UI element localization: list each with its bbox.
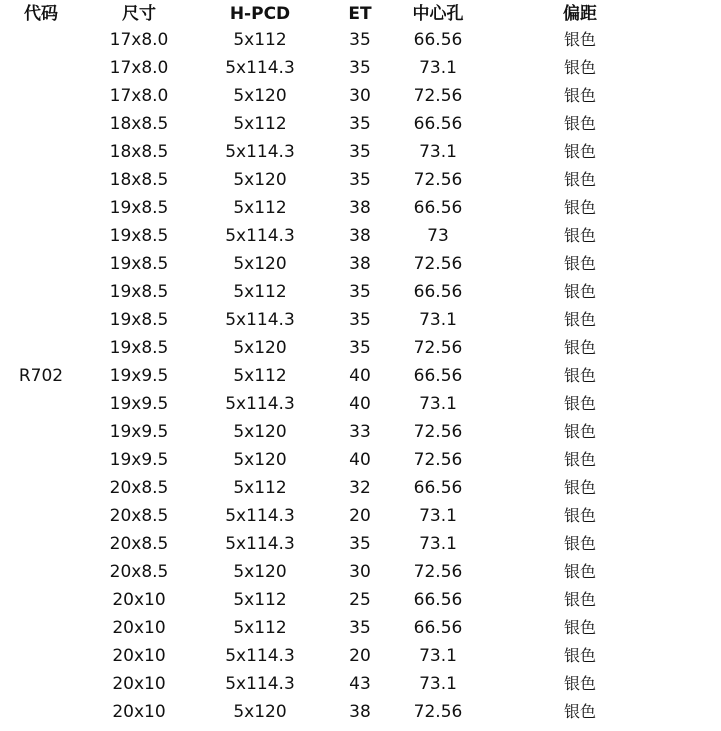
cell-et: 35 <box>349 618 371 638</box>
cell-center-bore: 66.56 <box>413 282 463 302</box>
table-row <box>0 194 721 222</box>
cell-size: 19x8.5 <box>109 254 169 274</box>
cell-et: 40 <box>349 450 371 470</box>
table-row <box>0 82 721 110</box>
cell-size: 20x8.5 <box>109 562 169 582</box>
cell-offset: 银色 <box>563 58 596 77</box>
table-row <box>0 222 721 250</box>
cell-center-bore: 73 <box>427 226 449 246</box>
cell-center-bore: 66.56 <box>413 114 463 134</box>
cell-size: 19x9.5 <box>109 394 169 414</box>
cell-offset: 银色 <box>563 170 596 189</box>
cell-offset: 银色 <box>563 590 596 609</box>
cell-pcd: 5x120 <box>233 254 287 274</box>
table-row <box>0 278 721 306</box>
table-row <box>0 502 721 530</box>
cell-size: 17x8.0 <box>109 58 169 78</box>
cell-size: 20x10 <box>112 674 166 694</box>
cell-size: 19x8.5 <box>109 282 169 302</box>
cell-et: 38 <box>349 226 371 246</box>
cell-et: 35 <box>349 282 371 302</box>
table-row <box>0 250 721 278</box>
cell-offset: 银色 <box>563 366 596 385</box>
cell-pcd: 5x112 <box>233 114 287 134</box>
header-pcd: H-PCD <box>229 4 291 24</box>
cell-size: 17x8.0 <box>109 30 169 50</box>
cell-et: 38 <box>349 198 371 218</box>
cell-center-bore: 73.1 <box>419 646 457 666</box>
cell-center-bore: 66.56 <box>413 366 463 386</box>
table-row <box>0 54 721 82</box>
cell-pcd: 5x114.3 <box>225 506 295 526</box>
table-row <box>0 446 721 474</box>
cell-et: 20 <box>349 506 371 526</box>
cell-et: 35 <box>349 114 371 134</box>
table-row <box>0 390 721 418</box>
table-row <box>0 138 721 166</box>
header-center-bore: 中心孔 <box>412 4 464 24</box>
table-row <box>0 306 721 334</box>
cell-offset: 银色 <box>563 534 596 553</box>
header-et: ET <box>348 4 372 24</box>
cell-offset: 银色 <box>563 114 596 133</box>
cell-et: 30 <box>349 86 371 106</box>
cell-center-bore: 73.1 <box>419 142 457 162</box>
cell-pcd: 5x112 <box>233 478 287 498</box>
header-code: 代码 <box>24 4 58 24</box>
cell-pcd: 5x120 <box>233 86 287 106</box>
table-row <box>0 530 721 558</box>
cell-center-bore: 66.56 <box>413 30 463 50</box>
table-row <box>0 362 721 390</box>
cell-center-bore: 73.1 <box>419 506 457 526</box>
cell-offset: 银色 <box>563 478 596 497</box>
cell-offset: 银色 <box>563 226 596 245</box>
cell-size: 17x8.0 <box>109 86 169 106</box>
table-row <box>0 474 721 502</box>
table-row <box>0 166 721 194</box>
cell-pcd: 5x114.3 <box>225 58 295 78</box>
cell-et: 40 <box>349 394 371 414</box>
cell-size: 20x8.5 <box>109 506 169 526</box>
cell-size: 19x9.5 <box>109 366 169 386</box>
cell-pcd: 5x120 <box>233 170 287 190</box>
cell-center-bore: 72.56 <box>413 702 463 722</box>
cell-pcd: 5x120 <box>233 562 287 582</box>
cell-center-bore: 72.56 <box>413 338 463 358</box>
cell-et: 38 <box>349 702 371 722</box>
cell-offset: 银色 <box>563 86 596 105</box>
cell-et: 33 <box>349 422 371 442</box>
cell-et: 25 <box>349 590 371 610</box>
cell-pcd: 5x114.3 <box>225 534 295 554</box>
cell-offset: 银色 <box>563 142 596 161</box>
cell-size: 18x8.5 <box>109 170 169 190</box>
table-row <box>0 614 721 642</box>
cell-pcd: 5x114.3 <box>225 310 295 330</box>
cell-offset: 银色 <box>563 30 596 49</box>
cell-size: 20x10 <box>112 702 166 722</box>
cell-center-bore: 72.56 <box>413 562 463 582</box>
cell-center-bore: 66.56 <box>413 198 463 218</box>
cell-pcd: 5x112 <box>233 198 287 218</box>
cell-size: 18x8.5 <box>109 114 169 134</box>
cell-offset: 银色 <box>563 506 596 525</box>
cell-size: 19x8.5 <box>109 338 169 358</box>
cell-offset: 银色 <box>563 422 596 441</box>
cell-pcd: 5x120 <box>233 450 287 470</box>
header-offset: 偏距 <box>563 4 597 24</box>
table-row <box>0 418 721 446</box>
cell-center-bore: 72.56 <box>413 422 463 442</box>
cell-et: 20 <box>349 646 371 666</box>
cell-pcd: 5x112 <box>233 618 287 638</box>
cell-offset: 银色 <box>563 646 596 665</box>
cell-et: 43 <box>349 674 371 694</box>
table-header-row <box>0 0 721 28</box>
cell-pcd: 5x120 <box>233 702 287 722</box>
cell-offset: 银色 <box>563 198 596 217</box>
table-row <box>0 110 721 138</box>
cell-size: 20x8.5 <box>109 534 169 554</box>
cell-offset: 银色 <box>563 674 596 693</box>
table-row <box>0 586 721 614</box>
cell-pcd: 5x114.3 <box>225 142 295 162</box>
cell-pcd: 5x114.3 <box>225 226 295 246</box>
cell-et: 35 <box>349 338 371 358</box>
cell-pcd: 5x112 <box>233 282 287 302</box>
cell-pcd: 5x114.3 <box>225 394 295 414</box>
cell-et: 38 <box>349 254 371 274</box>
table-row <box>0 670 721 698</box>
cell-center-bore: 72.56 <box>413 86 463 106</box>
cell-pcd: 5x120 <box>233 338 287 358</box>
cell-et: 35 <box>349 142 371 162</box>
cell-size: 19x9.5 <box>109 422 169 442</box>
cell-offset: 银色 <box>563 254 596 273</box>
cell-pcd: 5x112 <box>233 590 287 610</box>
cell-center-bore: 66.56 <box>413 618 463 638</box>
cell-size: 19x9.5 <box>109 450 169 470</box>
cell-et: 35 <box>349 534 371 554</box>
cell-et: 35 <box>349 310 371 330</box>
cell-center-bore: 73.1 <box>419 58 457 78</box>
cell-offset: 银色 <box>563 702 596 721</box>
cell-offset: 银色 <box>563 338 596 357</box>
table-row <box>0 334 721 362</box>
table-row <box>0 26 721 54</box>
cell-pcd: 5x112 <box>233 30 287 50</box>
cell-et: 35 <box>349 58 371 78</box>
cell-size: 19x8.5 <box>109 226 169 246</box>
cell-et: 35 <box>349 30 371 50</box>
cell-offset: 银色 <box>563 450 596 469</box>
table-row <box>0 642 721 670</box>
cell-et: 35 <box>349 170 371 190</box>
cell-size: 20x10 <box>112 646 166 666</box>
cell-center-bore: 72.56 <box>413 170 463 190</box>
cell-size: 18x8.5 <box>109 142 169 162</box>
cell-center-bore: 73.1 <box>419 310 457 330</box>
cell-size: 20x10 <box>112 590 166 610</box>
cell-offset: 银色 <box>563 618 596 637</box>
header-size: 尺寸 <box>122 4 156 24</box>
cell-center-bore: 73.1 <box>419 674 457 694</box>
cell-pcd: 5x112 <box>233 366 287 386</box>
cell-size: 19x8.5 <box>109 310 169 330</box>
cell-pcd: 5x120 <box>233 422 287 442</box>
cell-offset: 银色 <box>563 282 596 301</box>
cell-offset: 银色 <box>563 310 596 329</box>
cell-center-bore: 66.56 <box>413 590 463 610</box>
table-row <box>0 558 721 586</box>
cell-center-bore: 66.56 <box>413 478 463 498</box>
cell-offset: 银色 <box>563 394 596 413</box>
cell-et: 32 <box>349 478 371 498</box>
table-row <box>0 698 721 726</box>
cell-et: 30 <box>349 562 371 582</box>
cell-size: 20x10 <box>112 618 166 638</box>
cell-center-bore: 72.56 <box>413 254 463 274</box>
cell-size: 20x8.5 <box>109 478 169 498</box>
cell-offset: 银色 <box>563 562 596 581</box>
cell-pcd: 5x114.3 <box>225 646 295 666</box>
cell-pcd: 5x114.3 <box>225 674 295 694</box>
model-code: R702 <box>18 366 64 386</box>
cell-et: 40 <box>349 366 371 386</box>
cell-center-bore: 73.1 <box>419 534 457 554</box>
cell-center-bore: 72.56 <box>413 450 463 470</box>
cell-size: 19x8.5 <box>109 198 169 218</box>
cell-center-bore: 73.1 <box>419 394 457 414</box>
